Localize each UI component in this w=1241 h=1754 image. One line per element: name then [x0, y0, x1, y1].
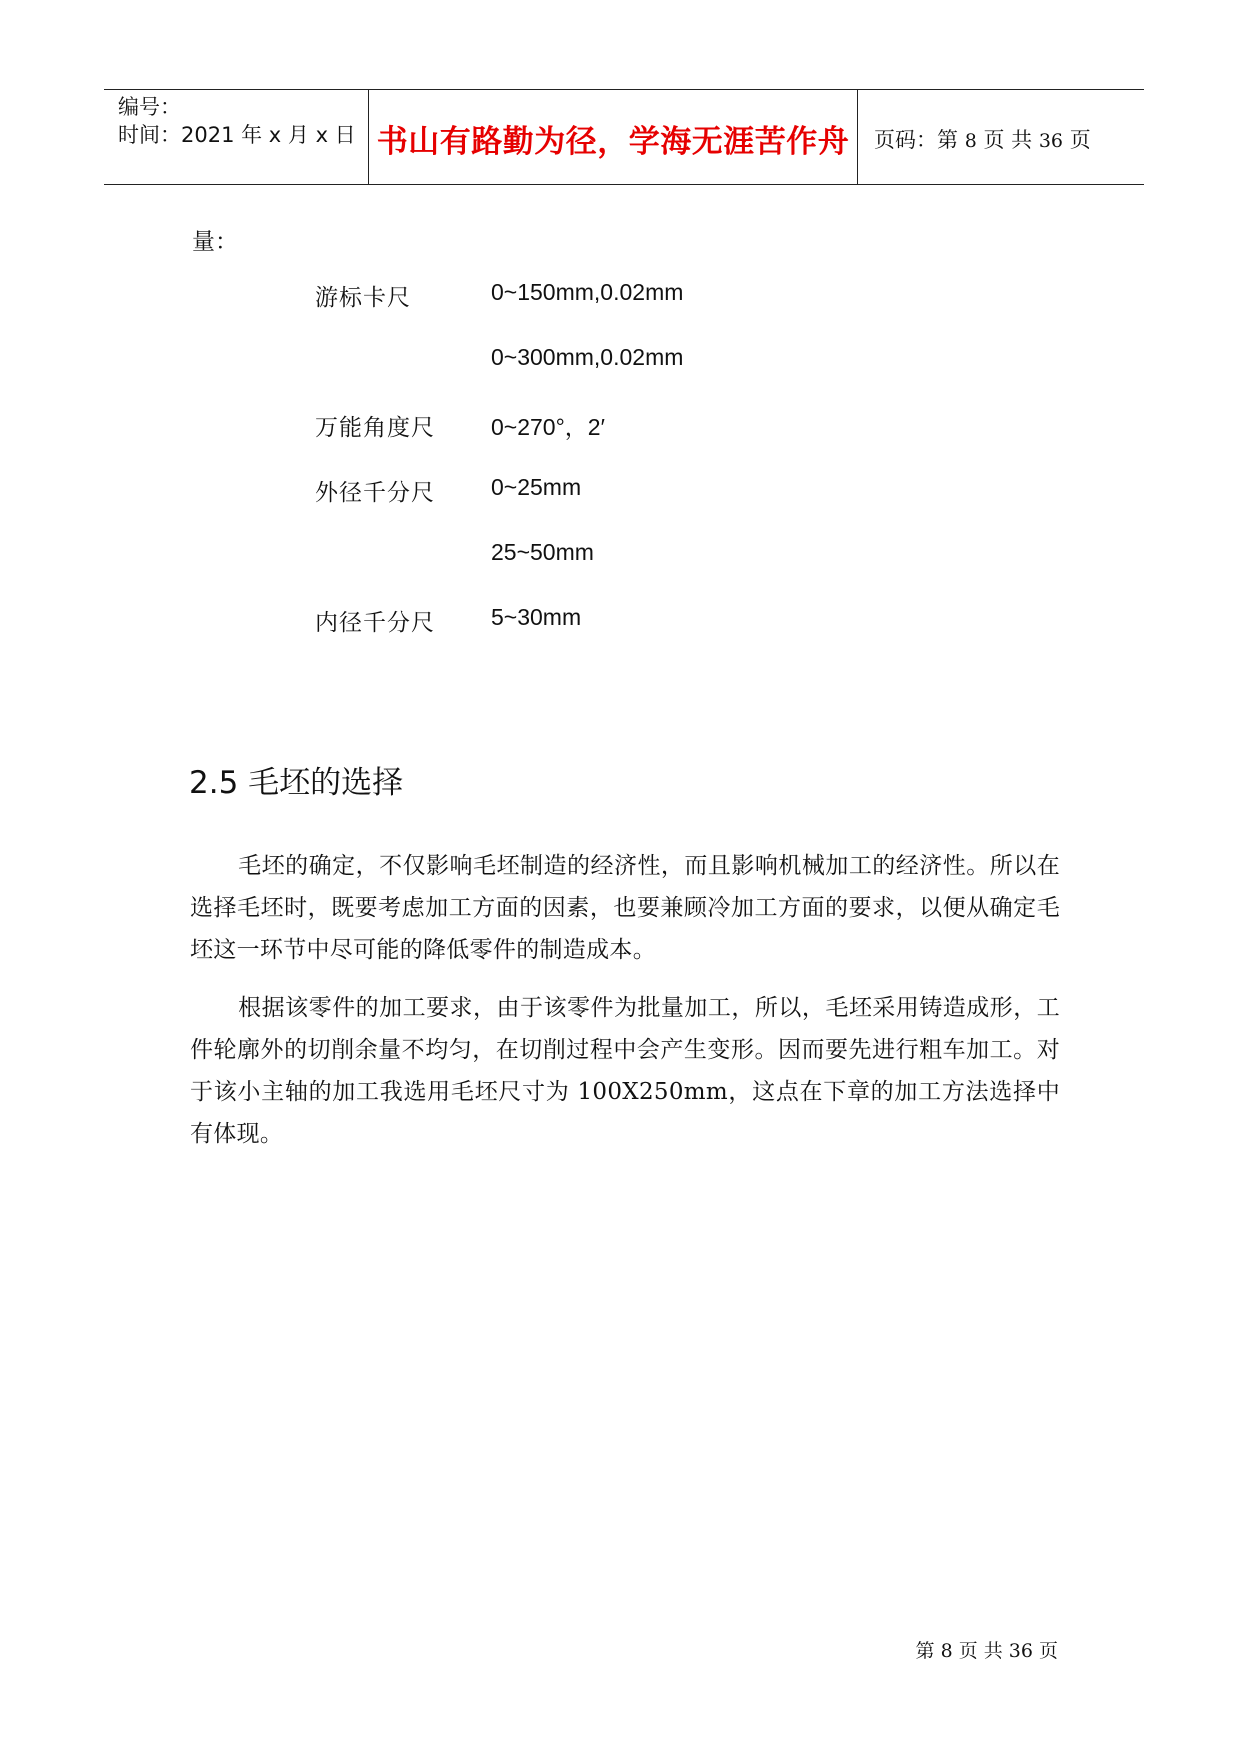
- page-total: 36: [1038, 130, 1064, 152]
- lead-text: 量：: [192, 229, 238, 255]
- instrument-value: 25~50mm: [491, 539, 594, 565]
- instrument-value: 0~270°，2′: [491, 414, 605, 440]
- page-header: [104, 89, 1144, 185]
- page-mid: 页 共: [983, 128, 1033, 152]
- header-meta: [118, 93, 356, 149]
- body-paragraph: [190, 987, 1060, 1155]
- instrument-value: 0~150mm,0.02mm: [491, 279, 684, 305]
- body-paragraph: [190, 845, 1060, 971]
- header-motto: 书山有路勤为径，学海无涯苦作舟: [376, 124, 850, 160]
- instrument-value: 5~30mm: [491, 604, 582, 630]
- paragraph-text: 根据该零件的加工要求，由于该零件为批量加工，所以，毛坯采用铸造成形，工件轮廓外的切削余量不均匀，在切削过程中会产生变形。因而要先进行粗车加工。对于该小主轴的加工我选用毛坯尺寸为 100X250mm，这点在下章的加工方法选择中有体现。: [190, 995, 1060, 1147]
- page-current: 8: [964, 130, 977, 152]
- header-divider: [857, 90, 858, 184]
- document-number-label: 编号：: [118, 95, 181, 119]
- instrument-name: 外径千分尺: [315, 480, 435, 506]
- instrument-name: 万能角度尺: [315, 415, 435, 441]
- page-prefix: 页码：第: [874, 128, 958, 152]
- page-suffix: 页: [1069, 128, 1091, 152]
- document-time-label: 时间：2021 年 x 月 x 日: [118, 123, 356, 147]
- header-page-indicator: [874, 124, 1091, 154]
- section-title: 2.5 毛坯的选择: [189, 765, 404, 801]
- instrument-value: 0~300mm,0.02mm: [491, 344, 684, 370]
- page-footer: 第 8 页 共 36 页: [915, 1640, 1058, 1662]
- paragraph-text: 毛坯的确定，不仅影响毛坯制造的经济性，而且影响机械加工的经济性。所以在选择毛坯时，既要考虑加工方面的因素，也要兼顾冷加工方面的要求，以便从确定毛坯这一环节中尽可能的降低零件的制造成本。: [190, 853, 1060, 963]
- instrument-value: 0~25mm: [491, 474, 582, 500]
- instrument-name: 游标卡尺: [315, 285, 411, 311]
- instrument-name: 内径千分尺: [315, 610, 435, 636]
